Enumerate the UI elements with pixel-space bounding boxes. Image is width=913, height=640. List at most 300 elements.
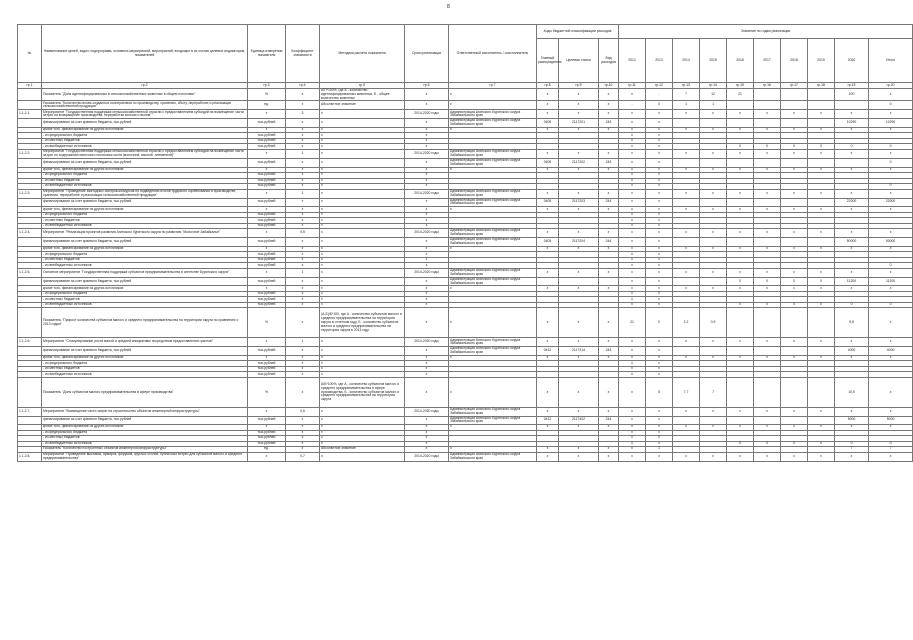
row-name-cell: Показатель "Прирост количества субъектов малого и среднего предпринимательства на территории округа по сравнению с 2013 годом" [42,308,248,338]
table-cell: х [320,238,405,247]
table-cell: х [646,167,673,173]
table-row [18,452,913,461]
table-cell: х [646,302,673,308]
table-cell: х [286,263,320,269]
table-cell [727,347,754,356]
table-cell: х [320,416,405,425]
table-cell: 0 [835,144,869,150]
table-row [18,347,913,356]
table-cell: х [286,425,320,431]
table-cell: тыс.рублей [248,441,286,447]
table-body [18,89,913,462]
row-name-cell: кроме того, финансирование из других источников: [42,286,248,292]
table-cell: х [835,246,869,252]
column-number-cell: гр.4 [286,83,320,89]
table-cell: 0 [727,144,754,150]
table-cell: х [869,286,913,292]
table-cell: х [673,286,700,292]
table-cell: х [599,377,619,407]
table-cell: х [599,286,619,292]
table-cell: х [808,268,835,277]
table-cell: х [619,178,646,184]
table-cell: х [286,184,320,190]
table-cell: х [405,436,449,442]
table-cell: х [754,127,781,133]
table-cell: х [781,207,808,213]
row-name-cell: - из местных бюджетов [42,297,248,303]
table-cell: х [835,407,869,416]
table-cell [754,416,781,425]
table-cell: х [619,377,646,407]
table-cell: х [405,119,449,128]
table-cell: х [320,149,405,158]
table-cell: Администрация Агинского Бурятского округа Забайкальского края [449,198,537,207]
table-cell: 2117202 [559,158,599,167]
table-cell: х [599,167,619,173]
table-cell: х [449,286,537,292]
table-cell [754,89,781,101]
table-cell: х [286,133,320,139]
table-cell: х [808,207,835,213]
table-cell: х [405,223,449,229]
row-number-cell: 1.1.2.1. [18,110,42,119]
table-cell: х [248,246,286,252]
table-cell: х [320,355,405,361]
table-cell: х [619,149,646,158]
row-number-cell: 1.1.2.7. [18,407,42,416]
table-cell [808,158,835,167]
table-cell: х [835,149,869,158]
column-number-cell: гр.12 [646,83,673,89]
column-number-cell: гр.18 [808,83,835,89]
table-cell: х [619,366,646,372]
table-cell: х [727,407,754,416]
table-cell: х [449,167,537,173]
table-cell: х [619,229,646,238]
table-cell [727,119,754,128]
table-cell: х [320,246,405,252]
table-cell: х [646,425,673,431]
table-cell: 10290 [835,119,869,128]
table-cell: тыс.рублей [248,144,286,150]
table-cell: х [619,223,646,229]
table-cell: 0,6 [286,407,320,416]
table-cell: х [646,133,673,139]
column-number-cell: гр.20 [869,83,913,89]
table-cell: х [619,291,646,297]
table-cell: х [559,425,599,431]
table-cell: х [248,425,286,431]
table-cell [673,238,700,247]
table-cell: х [646,416,673,425]
col-header-responsible: Ответственный исполнитель / соисполнитель [449,25,537,83]
table-cell: 2117203 [559,198,599,207]
col-header-year: 2017 [754,39,781,83]
row-number-cell: 1.1.2.3. [18,189,42,198]
table-cell: х [646,119,673,128]
row-name-cell: финансирование за счет краевого бюджета, тыс.рублей [42,119,248,128]
table-cell: х [286,218,320,224]
table-cell: 244 [599,119,619,128]
table-cell: х [559,407,599,416]
column-number-cell: гр.16 [754,83,781,89]
table-cell: х [449,127,537,133]
table-cell: х [599,101,619,110]
table-cell [781,347,808,356]
table-cell: тыс.рублей [248,138,286,144]
table-cell: х [405,355,449,361]
table-cell: х [248,286,286,292]
table-cell: х [286,246,320,252]
table-cell: 2014-2020 годы [405,338,449,347]
table-cell: х [646,430,673,436]
table-cell: х [559,452,599,461]
table-cell: х [808,229,835,238]
table-cell: х [619,198,646,207]
table-cell: 12 [700,89,727,101]
table-cell: х [619,246,646,252]
table-cell: тыс.рублей [248,366,286,372]
table-cell: х [619,184,646,190]
table-cell: х [286,308,320,338]
table-cell: 7 [673,89,700,101]
page-number: 8 [447,4,450,10]
table-cell: тыс.рублей [248,416,286,425]
table-cell [808,238,835,247]
row-number-cell [18,416,42,425]
table-cell: Администрация Агинского Бурятского округа Забайкальского края [449,189,537,198]
table-cell: х [700,407,727,416]
table-cell: х [599,338,619,347]
table-cell: 0 [869,263,913,269]
table-cell: х [405,302,449,308]
table-cell: х [320,198,405,207]
program-indicators-table [17,24,913,462]
table-cell: х [405,173,449,179]
table-cell: 0 [808,302,835,308]
table-cell: х [320,425,405,431]
row-number-cell [18,377,42,407]
row-number-cell: 1.1.2.4. [18,229,42,238]
table-cell: х [286,416,320,425]
table-cell: х [673,149,700,158]
table-cell: х [449,447,537,453]
table-cell: тыс.рублей [248,223,286,229]
table-cell: х [700,425,727,431]
table-cell: х [405,133,449,139]
table-cell: тыс.рублей [248,119,286,128]
table-cell: Абсолютное значение [320,447,405,453]
table-cell: х [754,189,781,198]
table-cell: х [808,355,835,361]
table-cell: х [727,246,754,252]
table-cell: х [727,149,754,158]
table-cell: х [646,158,673,167]
table-cell [754,308,781,338]
col-header-year: 2014 [673,39,700,83]
table-cell: Администрация Агинского Бурятского округа Забайкальского края [449,238,537,247]
table-cell: х [248,229,286,238]
table-cell [781,238,808,247]
table-cell: х [673,268,700,277]
table-cell: 2014-2020 годы [405,110,449,119]
table-cell: х [405,441,449,447]
table-cell: х [869,407,913,416]
table-cell: х [754,425,781,431]
table-cell: 0 [646,101,673,110]
table-cell: 0 [727,441,754,447]
table-cell: х [619,207,646,213]
table-cell: х [808,110,835,119]
row-number-cell [18,158,42,167]
table-cell: х [619,416,646,425]
table-cell [673,119,700,128]
table-cell: х [286,355,320,361]
table-cell: 0 [781,302,808,308]
table-cell: х [700,110,727,119]
table-cell: х [286,297,320,303]
table-cell: х [619,144,646,150]
table-cell: х [405,158,449,167]
table-cell: 2117214 [559,347,599,356]
table-cell: х [781,189,808,198]
row-name-cell: Мероприятие "Стимулирование роста малой и средней инициативы посредством предоставления грантов" [42,338,248,347]
table-cell: х [869,207,913,213]
row-name-cell: кроме того, финансирование из других источников: [42,207,248,213]
table-cell: х [320,257,405,263]
table-cell: х [781,167,808,173]
row-name-cell: финансирование за счет краевого бюджета, тыс.рублей [42,416,248,425]
row-name-cell: - из местных бюджетов [42,218,248,224]
table-cell: х [869,377,913,407]
table-cell: 0 [727,302,754,308]
table-cell: х [599,189,619,198]
table-cell: х [619,347,646,356]
table-cell: х [619,425,646,431]
table-cell [727,377,754,407]
table-cell: тыс.рублей [248,277,286,286]
table-cell [808,89,835,101]
row-name-cell: Мероприятие "Государственная поддержка сельскохозяйственной отрасли с предоставлением субсидий на возмещение части затрат по содержанию маточного поголовья скота (молочной, мясной, племенной)" [42,149,248,158]
col-header-method: Методика расчета показателя [320,25,405,83]
table-cell [808,198,835,207]
table-cell: х [449,101,537,110]
table-cell: 22000 [835,198,869,207]
table-cell: х [286,436,320,442]
table-cell: 0 [754,277,781,286]
col-header-year: 2019 [808,39,835,83]
table-cell: х [320,338,405,347]
table-cell: х [449,207,537,213]
table-cell: х [320,347,405,356]
row-name-cell: - из федерального бюджета [42,133,248,139]
table-row [18,277,913,286]
table-cell [727,416,754,425]
table-cell [700,416,727,425]
table-cell: х [537,229,559,238]
table-cell: х [727,127,754,133]
table-cell: х [286,198,320,207]
table-cell: 2117204 [559,238,599,247]
table-cell: х [286,119,320,128]
table-cell: х [646,246,673,252]
table-cell: х [869,110,913,119]
table-cell: х [619,447,646,453]
row-name-cell: - из местных бюджетов [42,366,248,372]
table-cell: 2117402 [559,416,599,425]
table-cell: х [559,308,599,338]
table-cell: х [405,89,449,101]
table-cell: х [559,229,599,238]
table-cell: 2014-2020 годы [405,229,449,238]
row-name-cell: Показатель "Доля идентифицированных в сельскохозяйственных животных в общем поголовье" [42,89,248,101]
row-name-cell: - из внебюджетных источников [42,302,248,308]
table-cell: х [869,246,913,252]
table-cell: х [619,436,646,442]
table-cell: х [619,452,646,461]
table-cell: х [646,189,673,198]
table-cell: 0,9 [700,308,727,338]
table-cell: тыс.рублей [248,158,286,167]
table-cell: х [320,138,405,144]
table-cell: 9,6 [835,308,869,338]
table-cell: х [286,178,320,184]
table-cell: х [286,101,320,110]
table-cell: х [619,173,646,179]
row-number-cell [18,277,42,286]
table-cell: х [646,263,673,269]
table-cell: х [835,286,869,292]
table-cell: х [405,286,449,292]
table-cell: х [320,297,405,303]
table-cell: х [781,127,808,133]
table-cell: 244 [599,347,619,356]
table-cell [808,377,835,407]
table-cell: х [808,149,835,158]
table-cell: х [727,452,754,461]
row-name-cell: - из внебюджетных источников [42,184,248,190]
row-name-cell: - из местных бюджетов [42,257,248,263]
table-cell: х [646,436,673,442]
table-row [18,407,913,416]
table-cell: х [727,286,754,292]
row-name-cell: - из внебюджетных источников [42,263,248,269]
table-cell: х [646,297,673,303]
row-name-cell: - из внебюджетных источников [42,441,248,447]
table-cell: х [286,167,320,173]
col-header-coef: Коэффициент значимости [286,25,320,83]
table-cell: х [835,167,869,173]
row-name-cell: Мероприятие "Проведение ежегодных смотров-конкурсов по подведению итогов трудового соревнования в производстве, хранении, переработке и реализации сельскохозяйственной продукции" [42,189,248,198]
table-cell [727,238,754,247]
table-cell: 0 [727,277,754,286]
table-cell: х [619,257,646,263]
table-cell: х [320,361,405,367]
table-cell: 0 [869,144,913,150]
table-cell: х [599,127,619,133]
table-cell [781,89,808,101]
table-cell: х [559,286,599,292]
table-cell: 2117201 [559,119,599,128]
table-cell: х [449,377,537,407]
row-number-cell: 1.1.2.6. [18,338,42,347]
table-cell: Администрация Агинского Бурятского округа Забайкальского края [449,416,537,425]
table-cell: 21 [727,89,754,101]
table-cell: х [320,229,405,238]
table-cell: х [646,218,673,224]
row-name-cell: Показатель "Количество вновь созданных кооперативов по производству, хранению, сбыту, переработке и реализации сельскохозяйственной продукции" [42,101,248,110]
table-cell: х [320,133,405,139]
table-cell: 0 [869,184,913,190]
column-number-cell: гр.13 [673,83,700,89]
table-cell: х [405,246,449,252]
table-cell: х [248,407,286,416]
table-cell: х [619,119,646,128]
table-cell: х [808,189,835,198]
table-cell: 7 [835,447,869,453]
table-cell: 1 [700,101,727,110]
table-cell: х [646,286,673,292]
table-cell: х [537,101,559,110]
table-cell: х [405,212,449,218]
table-cell: х [559,101,599,110]
table-cell: тыс.рублей [248,212,286,218]
table-cell: х [286,361,320,367]
column-number-cell: гр.5 [320,83,405,89]
table-cell: х [537,149,559,158]
row-name-cell: - из федерального бюджета [42,212,248,218]
table-cell: х [700,189,727,198]
table-cell: 2014-2020 годы [405,149,449,158]
table-cell: 2014-2020 годы [405,452,449,461]
table-cell: х [537,127,559,133]
table-cell: х [646,407,673,416]
table-cell: х [835,425,869,431]
row-number-cell [18,347,42,356]
table-cell: х [559,167,599,173]
table-cell: х [405,366,449,372]
table-cell: х [320,167,405,173]
table-cell: х [700,167,727,173]
table-cell: х [754,452,781,461]
row-name-cell: финансирование за счет краевого бюджета, тыс.рублей [42,238,248,247]
table-cell: х [754,268,781,277]
table-cell: х [619,127,646,133]
table-cell: х [700,229,727,238]
table-cell: х [869,268,913,277]
table-cell: х [727,207,754,213]
column-number-cell: гр.9 [559,83,599,89]
table-cell: 11200 [835,277,869,286]
table-cell: х [599,246,619,252]
row-name-cell: - из федерального бюджета [42,291,248,297]
table-row [18,158,913,167]
row-name-cell: - из федерального бюджета [42,361,248,367]
table-cell: 0 [869,441,913,447]
table-cell: х [646,372,673,378]
row-name-cell: Мероприятие "Реализация проектов развития Агинского бурятского округа по развитию "Молочное Забайкалье" [42,229,248,238]
table-cell [754,238,781,247]
table-cell: х [869,127,913,133]
table-cell [754,158,781,167]
row-number-cell [18,119,42,128]
table-cell: х [869,189,913,198]
table-cell: х [754,110,781,119]
table-cell: х [869,308,913,338]
table-cell: 1 [286,268,320,277]
table-cell: 0 [808,144,835,150]
table-cell: х [673,207,700,213]
